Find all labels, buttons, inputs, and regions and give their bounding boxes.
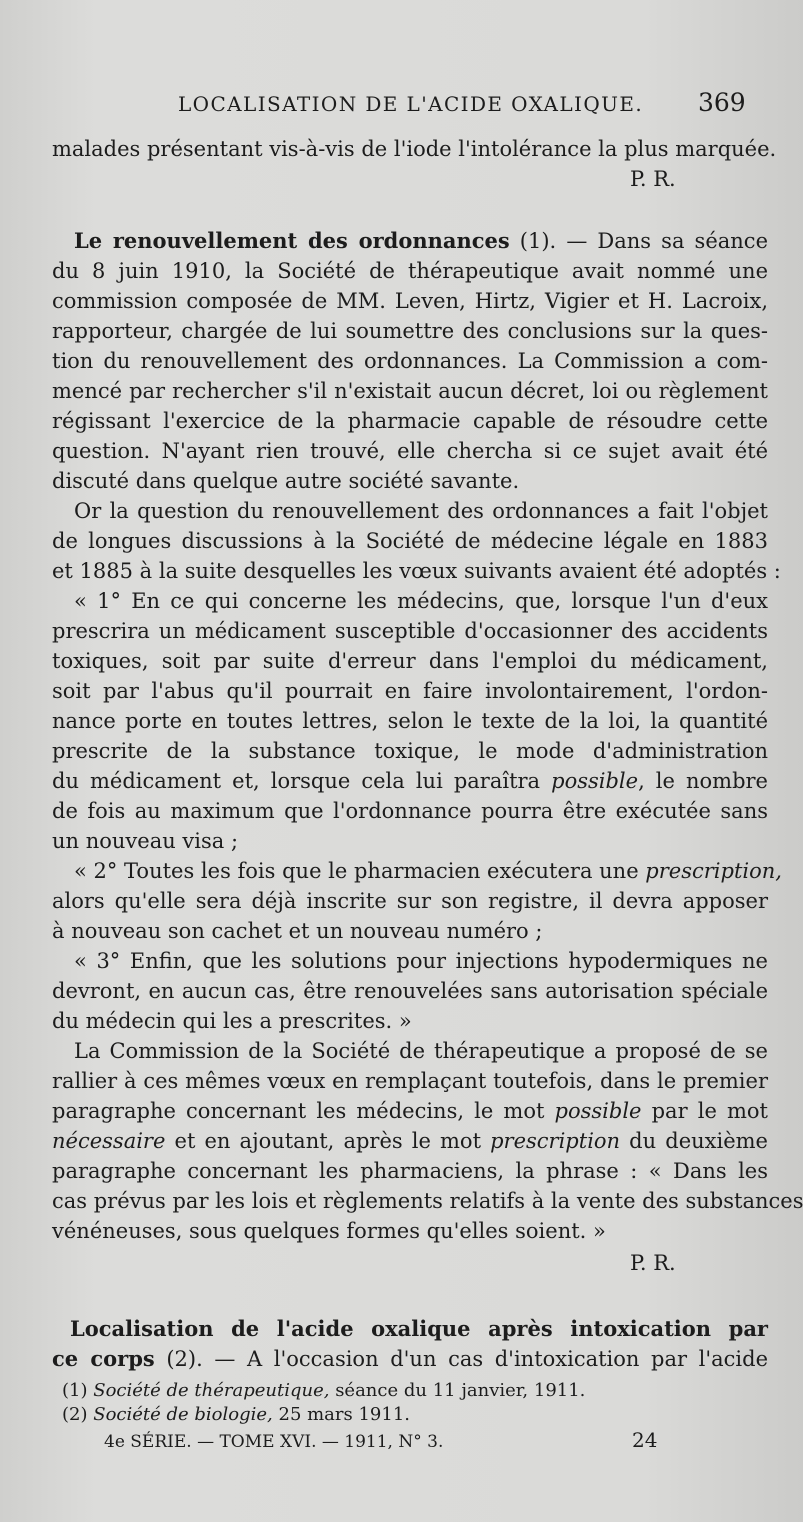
text-line: régissant l'exercice de la pharmacie capable de résoudre cette	[52, 409, 768, 433]
italic-term: possible	[551, 769, 639, 793]
italic-term: possible	[554, 1099, 642, 1123]
italic-term: prescription,	[645, 859, 782, 883]
text-line: cas prévus par les lois et règlements relatifs à la vente des substances	[52, 1189, 803, 1213]
text-line: « 3° Enfin, que les solutions pour injections hypodermiques ne	[74, 949, 768, 973]
signature-mark: 24	[632, 1428, 658, 1452]
text-line: mencé par rechercher s'il n'existait aucun décret, loi ou règlement	[52, 379, 768, 403]
text-line: toxiques, soit par suite d'erreur dans l'emploi du médicament,	[52, 649, 768, 673]
footnote-text: séance du 11 janvier, 1911.	[329, 1380, 586, 1401]
text-line: du 8 juin 1910, la Société de thérapeutique avait nommé une	[52, 259, 768, 283]
text-span: (2). — A l'occasion d'un cas d'intoxication par l'acide	[154, 1347, 769, 1371]
text-line: du médecin qui les a prescrites. »	[52, 1009, 412, 1033]
text-line: soit par l'abus qu'il pourrait en faire involontairement, l'ordon-	[52, 679, 768, 703]
footnote-number: (2)	[62, 1404, 88, 1425]
section-heading-line	[74, 226, 768, 256]
author-initials: P. R.	[630, 167, 676, 191]
text-span: « 2° Toutes les fois que le pharmacien exécutera une	[74, 859, 646, 883]
text-line: « 1° En ce qui concerne les médecins, que, lorsque l'un d'eux	[74, 589, 768, 613]
footer-series: 4e SÉRIE. — TOME XVI. — 1911, N° 3.	[104, 1432, 444, 1452]
section-title: Le renouvellement des ordonnances	[74, 228, 510, 253]
footnote-2	[62, 1402, 410, 1428]
text-line: tion du renouvellement des ordonnances. La Commission a com-	[52, 349, 768, 373]
text-line: à nouveau son cachet et un nouveau numéro ;	[52, 919, 543, 943]
text-span: du médicament et, lorsque cela lui paraîtra	[52, 769, 552, 793]
text-line: de fois au maximum que l'ordonnance pourra être exécutée sans	[52, 799, 768, 823]
italic-term: prescription	[490, 1129, 621, 1153]
italic-term: nécessaire	[52, 1129, 166, 1153]
text-line: prescrite de la substance toxique, le mode d'administration	[52, 739, 768, 763]
text-line: question. N'ayant rien trouvé, elle chercha si ce sujet avait été	[52, 439, 768, 463]
author-initials: P. R.	[630, 1251, 676, 1275]
footnote-source: Société de thérapeutique,	[93, 1380, 330, 1401]
footnote-text: 25 mars 1911.	[272, 1404, 411, 1425]
text-line	[52, 1096, 768, 1126]
text-span: et en ajoutant, après le mot	[165, 1129, 491, 1153]
text-line	[52, 1126, 768, 1156]
text-line: alors qu'elle sera déjà inscrite sur son registre, il devra apposer	[52, 889, 768, 913]
text-line: prescrira un médicament susceptible d'occasionner des accidents	[52, 619, 768, 643]
text-line: La Commission de la Société de thérapeutique a proposé de se	[74, 1039, 768, 1063]
text-line: rapporteur, chargée de lui soumettre des conclusions sur la ques-	[52, 319, 768, 343]
text-line: paragraphe concernant les pharmaciens, la phrase : « Dans les	[52, 1159, 768, 1183]
section-title: ce corps	[52, 1346, 155, 1371]
text-span: du deuxième	[620, 1129, 768, 1153]
text-line: rallier à ces mêmes vœux en remplaçant toutefois, dans le premier	[52, 1069, 768, 1093]
footnote-source: Société de biologie,	[93, 1404, 273, 1425]
text-line: malades présentant vis-à-vis de l'iode l'intolérance la plus marquée.	[52, 137, 777, 161]
text-line	[52, 766, 768, 796]
text-span: paragraphe concernant les médecins, le mot	[52, 1099, 555, 1123]
text-line: devront, en aucun cas, être renouvelées sans autorisation spéciale	[52, 979, 768, 1003]
running-head: LOCALISATION DE L'ACIDE OXALIQUE.	[178, 92, 644, 116]
text-line: vénéneuses, sous quelques formes qu'elles soient. »	[52, 1219, 606, 1243]
text-span: , le nombre	[638, 769, 768, 793]
footnote-number: (1)	[62, 1380, 88, 1401]
text-line: nance porte en toutes lettres, selon le texte de la loi, la quantité	[52, 709, 768, 733]
text-line: un nouveau visa ;	[52, 829, 239, 853]
text-line	[52, 1344, 768, 1374]
page-number: 369	[698, 88, 746, 117]
text-line: et 1885 à la suite desquelles les vœux suivants avaient été adoptés :	[52, 559, 781, 583]
text-line: discuté dans quelque autre société savante.	[52, 469, 520, 493]
text-span: par le mot	[641, 1099, 768, 1123]
text-line: commission composée de MM. Leven, Hirtz, Vigier et H. Lacroix,	[52, 289, 768, 313]
text-line: de longues discussions à la Société de médecine légale en 1883	[52, 529, 768, 553]
text-line: Or la question du renouvellement des ordonnances a fait l'objet	[74, 499, 768, 523]
text-span: (1). — Dans sa séance	[509, 229, 768, 253]
page-header	[0, 88, 800, 122]
section-heading-line: Localisation de l'acide oxalique après intoxication par	[70, 1316, 768, 1341]
text-line	[74, 856, 782, 886]
footnote-1	[62, 1378, 585, 1404]
